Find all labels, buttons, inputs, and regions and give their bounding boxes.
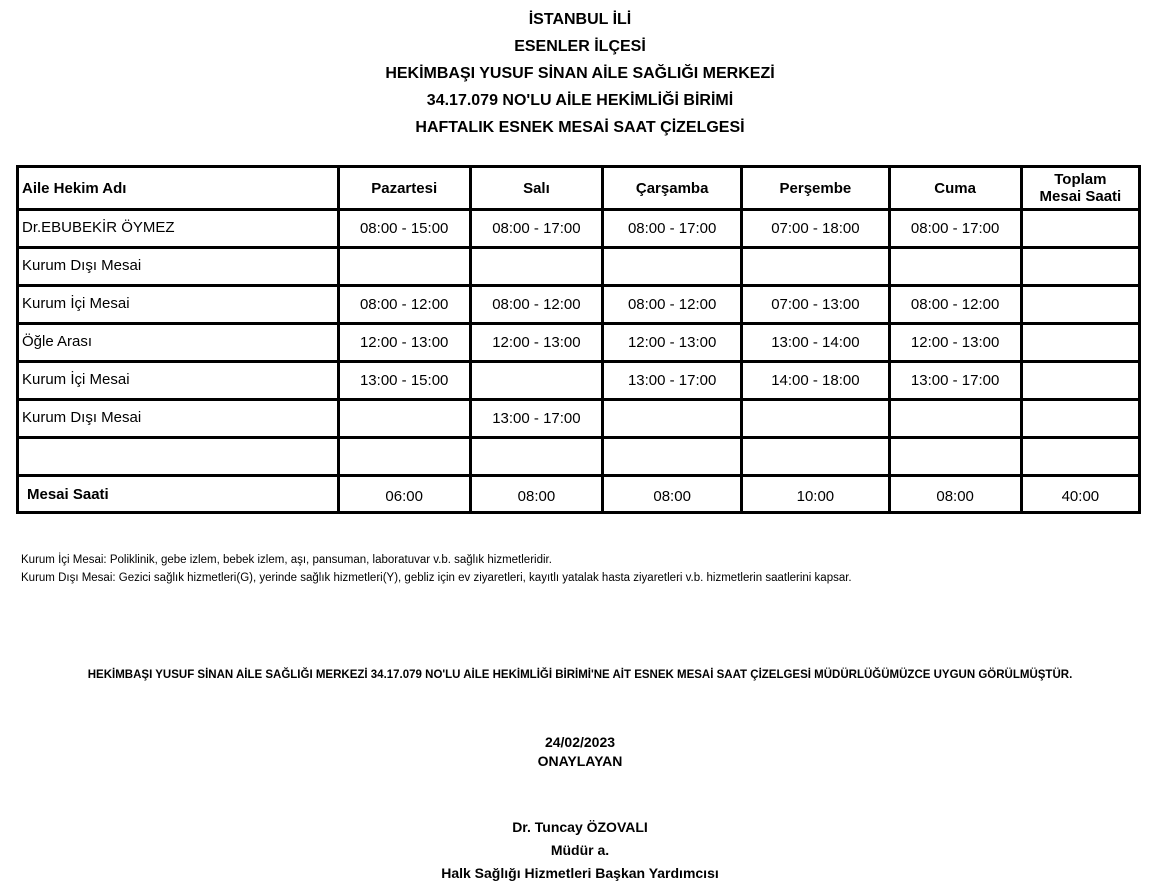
time-cell	[742, 400, 889, 438]
table-header-row	[18, 167, 1140, 210]
note-internal-hours: Kurum İçi Mesai: Poliklinik, gebe izlem, bebek izlem, aşı, pansuman, laboratuvar v.b. sağlık hizmetleridir.	[21, 554, 552, 566]
column-header-thursday: Perşembe	[742, 167, 889, 210]
row-label: Kurum Dışı Mesai	[18, 248, 339, 286]
total-cell: 08:00	[603, 476, 742, 513]
total-cell: 08:00	[470, 476, 602, 513]
time-cell: 12:00 - 13:00	[889, 324, 1021, 362]
header-district: ESENLER İLÇESİ	[514, 38, 646, 55]
time-cell	[603, 400, 742, 438]
time-cell	[1021, 438, 1139, 476]
document-header	[0, 6, 1160, 141]
table-row	[18, 210, 1140, 248]
total-cell: 08:00	[889, 476, 1021, 513]
row-label: Kurum İçi Mesai	[18, 362, 339, 400]
time-cell: 08:00 - 12:00	[603, 286, 742, 324]
time-cell	[1021, 248, 1139, 286]
time-cell: 08:00 - 12:00	[338, 286, 470, 324]
time-cell: 13:00 - 17:00	[889, 362, 1021, 400]
time-cell: 07:00 - 18:00	[742, 210, 889, 248]
total-cell-weekly: 40:00	[1021, 476, 1139, 513]
time-cell: 13:00 - 17:00	[470, 400, 602, 438]
time-cell: 07:00 - 13:00	[742, 286, 889, 324]
column-header-monday: Pazartesi	[338, 167, 470, 210]
time-cell	[338, 248, 470, 286]
time-cell	[470, 362, 602, 400]
time-cell: 14:00 - 18:00	[742, 362, 889, 400]
header-unit: 34.17.079 NO'LU AİLE HEKİMLİĞİ BİRİMİ	[426, 92, 734, 109]
time-cell	[1021, 362, 1139, 400]
approval-date: 24/02/2023	[544, 734, 616, 750]
approver-name: Dr. Tuncay ÖZOVALI	[512, 819, 648, 835]
total-row-label: Mesai Saati	[18, 476, 339, 513]
time-cell: 13:00 - 14:00	[742, 324, 889, 362]
column-header-wednesday: Çarşamba	[603, 167, 742, 210]
header-health-center: HEKİMBAŞI YUSUF SİNAN AİLE SAĞLIĞI MERKEZİ	[385, 65, 775, 82]
total-head-line2: Mesai Saati	[1039, 188, 1122, 205]
table-row	[18, 286, 1140, 324]
time-cell	[603, 438, 742, 476]
time-cell: 08:00 - 17:00	[889, 210, 1021, 248]
total-cell: 10:00	[742, 476, 889, 513]
total-hours-row	[18, 476, 1140, 513]
time-cell: 08:00 - 15:00	[338, 210, 470, 248]
header-province: İSTANBUL İLİ	[528, 11, 632, 28]
column-header-tuesday: Salı	[470, 167, 602, 210]
time-cell: 12:00 - 13:00	[470, 324, 602, 362]
column-header-doctor: Aile Hekim Adı	[18, 167, 339, 210]
time-cell: 08:00 - 12:00	[470, 286, 602, 324]
time-cell	[338, 438, 470, 476]
note-external-hours: Kurum Dışı Mesai: Gezici sağlık hizmetleri(G), yerinde sağlık hizmetleri(Y), gebliz için ev ziyaretleri, kayıtlı yatalak hasta ziyaretleri v.b. hizmetlerin saatlerini kapsar.	[21, 572, 852, 584]
time-cell: 08:00 - 12:00	[889, 286, 1021, 324]
schedule-table	[16, 165, 1141, 514]
time-cell	[338, 400, 470, 438]
total-head-line1: Toplam	[1054, 171, 1107, 188]
time-cell	[470, 438, 602, 476]
time-cell	[470, 248, 602, 286]
time-cell	[1021, 324, 1139, 362]
time-cell	[742, 438, 889, 476]
time-cell: 12:00 - 13:00	[603, 324, 742, 362]
time-cell: 08:00 - 17:00	[470, 210, 602, 248]
table-row	[18, 400, 1140, 438]
column-header-total	[1021, 167, 1139, 210]
time-cell	[889, 438, 1021, 476]
time-cell	[889, 400, 1021, 438]
column-header-friday: Cuma	[889, 167, 1021, 210]
header-schedule-title: HAFTALIK ESNEK MESAİ SAAT ÇİZELGESİ	[415, 119, 745, 136]
time-cell: 08:00 - 17:00	[603, 210, 742, 248]
approval-statement: HEKİMBAŞI YUSUF SİNAN AİLE SAĞLIĞI MERKEZİ 34.17.079 NO'LU AİLE HEKİMLİĞİ BİRİMİ'NE AİT ESNEK MESAİ SAAT ÇİZELGESİ MÜDÜRLÜĞÜMÜZCE UYGUN GÖRÜLMÜŞTÜR.	[87, 669, 1073, 681]
table-row	[18, 324, 1140, 362]
time-cell	[1021, 210, 1139, 248]
approver-title: Halk Sağlığı Hizmetleri Başkan Yardımcısı	[441, 865, 719, 881]
row-label: Kurum İçi Mesai	[18, 286, 339, 324]
approver-label: ONAYLAYAN	[537, 753, 623, 769]
time-cell: 13:00 - 17:00	[603, 362, 742, 400]
total-cell: 06:00	[338, 476, 470, 513]
time-cell	[1021, 400, 1139, 438]
row-label	[18, 438, 339, 476]
table-row	[18, 248, 1140, 286]
footnotes	[21, 551, 852, 587]
row-label: Kurum Dışı Mesai	[18, 400, 339, 438]
row-label: Dr.EBUBEKİR ÖYMEZ	[18, 210, 339, 248]
table-row	[18, 438, 1140, 476]
table-row	[18, 362, 1140, 400]
time-cell	[1021, 286, 1139, 324]
time-cell	[742, 248, 889, 286]
row-label: Öğle Arası	[18, 324, 339, 362]
time-cell: 13:00 - 15:00	[338, 362, 470, 400]
approver-role: Müdür a.	[550, 842, 610, 858]
time-cell	[603, 248, 742, 286]
time-cell: 12:00 - 13:00	[338, 324, 470, 362]
time-cell	[889, 248, 1021, 286]
